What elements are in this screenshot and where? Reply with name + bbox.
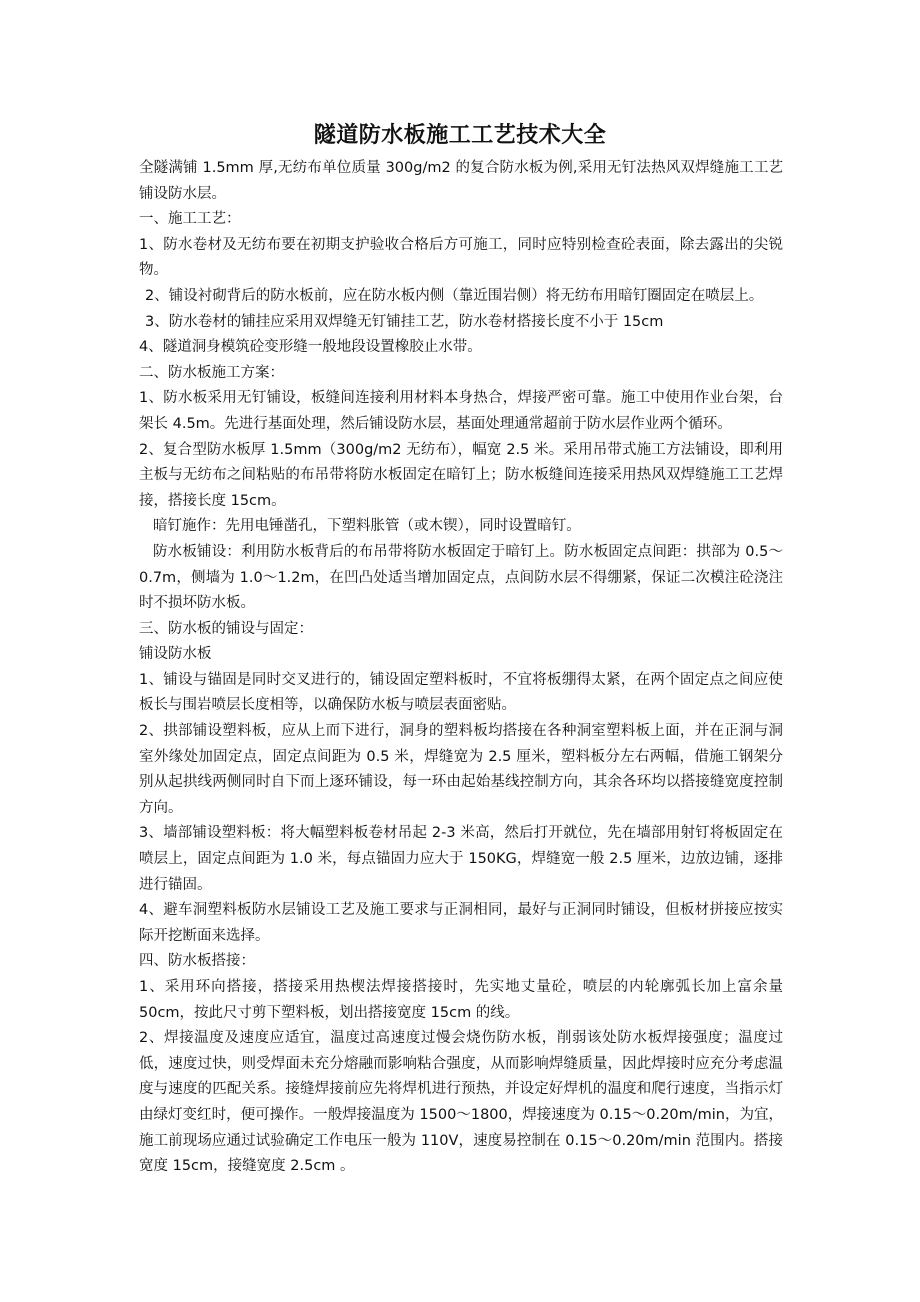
paragraph: 2、复合型防水板厚 1.5mm（300g/m2 无纺布），幅宽 2.5 米。采用吊带式施工方法铺设，即利用主板与无纺布之间粘贴的布吊带将防水板固定在暗钉上；防水板缝间连接采用热风双焊缝施工工艺焊接，搭接长度 15cm。 xyxy=(139,441,783,509)
paragraph: 防水板铺设：利用防水板背后的布吊带将防水板固定于暗钉上。防水板固定点间距：拱部为 0.5～0.7m，侧墙为 1.0～1.2m，在凹凸处适当增加固定点，点间防水层不得绷紧，保证二次模注砼浇注时不损坏防水板。 xyxy=(139,543,783,612)
paragraph: 4、避车洞塑料板防水层铺设工艺及施工要求与正洞相同，最好与正洞同时铺设，但板材拼接应按实际开挖断面来选择。 xyxy=(139,902,783,944)
paragraph-intro: 全隧满铺 1.5mm 厚,无纺布单位质量 300g/m2 的复合防水板为例,采用无钉法热风双焊缝施工工艺铺设防水层。 xyxy=(139,160,783,202)
paragraph: 暗钉施作：先用电锤凿孔，下塑料胀管（或木锲），同时设置暗钉。 xyxy=(153,518,581,535)
paragraph: 1、防水板采用无钉铺设，板缝间连接利用材料本身热合，焊接严密可靠。施工中使用作业台架，台架长 4.5m。先进行基面处理，然后铺设防水层，基面处理通常超前于防水层作业两个循环。 xyxy=(139,390,783,432)
paragraph: 1、铺设与锚固是同时交叉进行的，铺设固定塑料板时，不宜将板绷得太紧，在两个固定点之间应使板长与围岩喷层长度相等，以确保防水板与喷层表面密贴。 xyxy=(139,671,783,714)
section-heading-2: 二、防水板施工方案： xyxy=(139,364,284,381)
paragraph: 1、采用环向搭接，搭接采用热楔法焊接搭接时，先实地丈量砼，喷层的内轮廓弧长加上富余量 50cm，按此尺寸剪下塑料板，划出搭接宽度 15cm 的线。 xyxy=(139,979,783,1021)
section-heading-3: 三、防水板的铺设与固定： xyxy=(139,620,313,637)
document-body xyxy=(139,156,783,1180)
paragraph: 1、防水卷材及无纺布要在初期支护验收合格后方可施工，同时应特别检查砼表面，除去露出的尖锐物。 xyxy=(139,236,783,279)
paragraph: 2、焊接温度及速度应适宜，温度过高速度过慢会烧伤防水板，削弱该处防水板焊接强度；温度过低，速度过快，则受焊面未充分熔融而影响粘合强度，从而影响焊缝质量，因此焊接时应充分考虑温度与速度的匹配关系。接缝焊接前应先将焊机进行预热，并设定好焊机的温度和爬行速度，当指示灯由绿灯变红时，便可操作。一般焊接温度为 1500～1800，焊接速度为 0.15～0.20m/min，为宜，施工前现场应通过试验确定工作电压一般为 110V，速度易控制在 0.15～0.20m/min 范围内。搭接宽度 15cm，接缝宽度 2.5cm 。 xyxy=(139,1030,783,1175)
paragraph: 3、墙部铺设塑料板：将大幅塑料板卷材吊起 2-3 米高，然后打开就位，先在墙部用射钉将板固定在喷层上，固定点间距为 1.0 米，每点锚固力应大于 150KG，焊缝宽一般 2.5 厘米，边放边铺，逐排进行锚固。 xyxy=(139,825,783,893)
section-heading-1: 一、施工工艺： xyxy=(139,211,241,228)
paragraph: 4、隧道洞身模筑砼变形缝一般地段设置橡胶止水带。 xyxy=(139,339,482,356)
paragraph: 2、拱部铺设塑料板，应从上而下进行，洞身的塑料板均搭接在各种洞室塑料板上面，并在正洞与洞室外缘处加固定点，固定点间距为 0.5 米，焊缝宽为 2.5 厘米，塑料板分左右两幅，借施工钢架分别从起拱线两侧同时自下而上逐环铺设，每一环由起始基线控制方向，其余各环均以搭接缝宽度控制方向。 xyxy=(139,723,783,816)
paragraph: 2、铺设衬砌背后的防水板前，应在防水板内侧（靠近围岩侧）将无纺布用暗钉圈固定在喷层上。 xyxy=(145,287,764,304)
subheading: 铺设防水板 xyxy=(139,646,212,663)
paragraph: 3、防水卷材的铺挂应采用双焊缝无钉铺挂工艺，防水卷材搭接长度不小于 15cm xyxy=(145,313,664,330)
section-heading-4: 四、防水板搭接： xyxy=(139,953,255,970)
document-title: 隧道防水板施工工艺技术大全 xyxy=(313,123,607,148)
